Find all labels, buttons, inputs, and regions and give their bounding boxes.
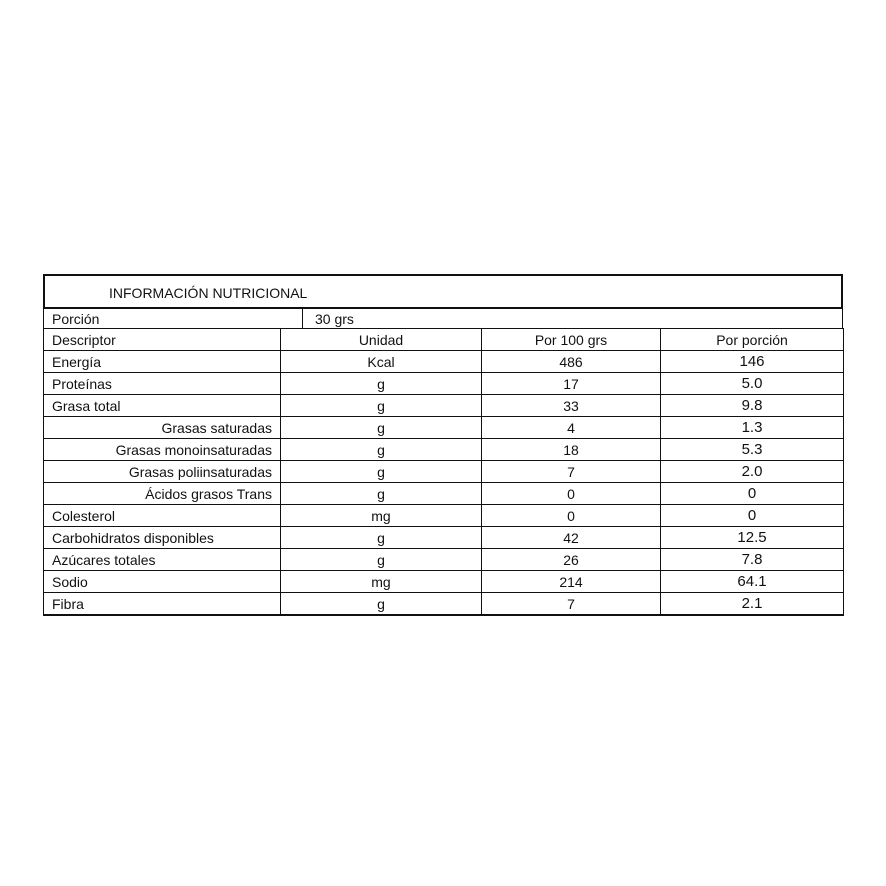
portion-row [43,307,843,328]
nutrition-table [43,328,844,616]
per-portion-cell: 0 [661,483,844,505]
per-100-cell: 486 [482,351,661,373]
header-row [44,329,844,351]
table-row [44,483,844,505]
table-row [44,527,844,549]
per-portion-cell: 7.8 [661,549,844,571]
descriptor-cell: Energía [44,351,281,373]
unit-cell: mg [281,571,482,593]
unit-cell: g [281,461,482,483]
per-100-cell: 0 [482,505,661,527]
table-row [44,549,844,571]
table-row [44,351,844,373]
per-portion-cell: 146 [661,351,844,373]
unit-cell: g [281,373,482,395]
per-100-cell: 18 [482,439,661,461]
table-row [44,439,844,461]
descriptor-cell: Grasas monoinsaturadas [44,439,281,461]
header-per-portion: Por porción [661,329,844,351]
table-row [44,461,844,483]
table-row [44,417,844,439]
per-100-cell: 26 [482,549,661,571]
per-portion-cell: 64.1 [661,571,844,593]
header-descriptor: Descriptor [44,329,281,351]
per-portion-cell: 5.3 [661,439,844,461]
header-per-100: Por 100 grs [482,329,661,351]
per-portion-cell: 9.8 [661,395,844,417]
descriptor-cell: Carbohidratos disponibles [44,527,281,549]
unit-cell: Kcal [281,351,482,373]
unit-cell: g [281,417,482,439]
nutrition-panel [43,274,843,616]
unit-cell: g [281,527,482,549]
descriptor-cell: Proteínas [44,373,281,395]
table-row [44,395,844,417]
per-100-cell: 7 [482,593,661,616]
header-unit: Unidad [281,329,482,351]
descriptor-cell: Grasas poliinsaturadas [44,461,281,483]
panel-title: INFORMACIÓN NUTRICIONAL [109,285,308,301]
descriptor-cell: Grasa total [44,395,281,417]
unit-cell: g [281,593,482,616]
descriptor-cell: Grasas saturadas [44,417,281,439]
title-box [43,274,843,307]
table-row [44,373,844,395]
descriptor-cell: Colesterol [44,505,281,527]
per-portion-cell: 2.1 [661,593,844,616]
per-100-cell: 7 [482,461,661,483]
unit-cell: mg [281,505,482,527]
table-row [44,593,844,616]
unit-cell: g [281,483,482,505]
per-100-cell: 214 [482,571,661,593]
per-100-cell: 17 [482,373,661,395]
portion-value: 30 grs [315,311,354,327]
descriptor-cell: Ácidos grasos Trans [44,483,281,505]
table-row [44,571,844,593]
per-100-cell: 33 [482,395,661,417]
descriptor-cell: Azúcares totales [44,549,281,571]
per-portion-cell: 2.0 [661,461,844,483]
per-portion-cell: 5.0 [661,373,844,395]
descriptor-cell: Fibra [44,593,281,616]
descriptor-cell: Sodio [44,571,281,593]
unit-cell: g [281,395,482,417]
per-100-cell: 4 [482,417,661,439]
per-100-cell: 42 [482,527,661,549]
unit-cell: g [281,549,482,571]
portion-label: Porción [44,309,303,328]
unit-cell: g [281,439,482,461]
per-portion-cell: 12.5 [661,527,844,549]
per-portion-cell: 1.3 [661,417,844,439]
table-row [44,505,844,527]
per-100-cell: 0 [482,483,661,505]
per-portion-cell: 0 [661,505,844,527]
